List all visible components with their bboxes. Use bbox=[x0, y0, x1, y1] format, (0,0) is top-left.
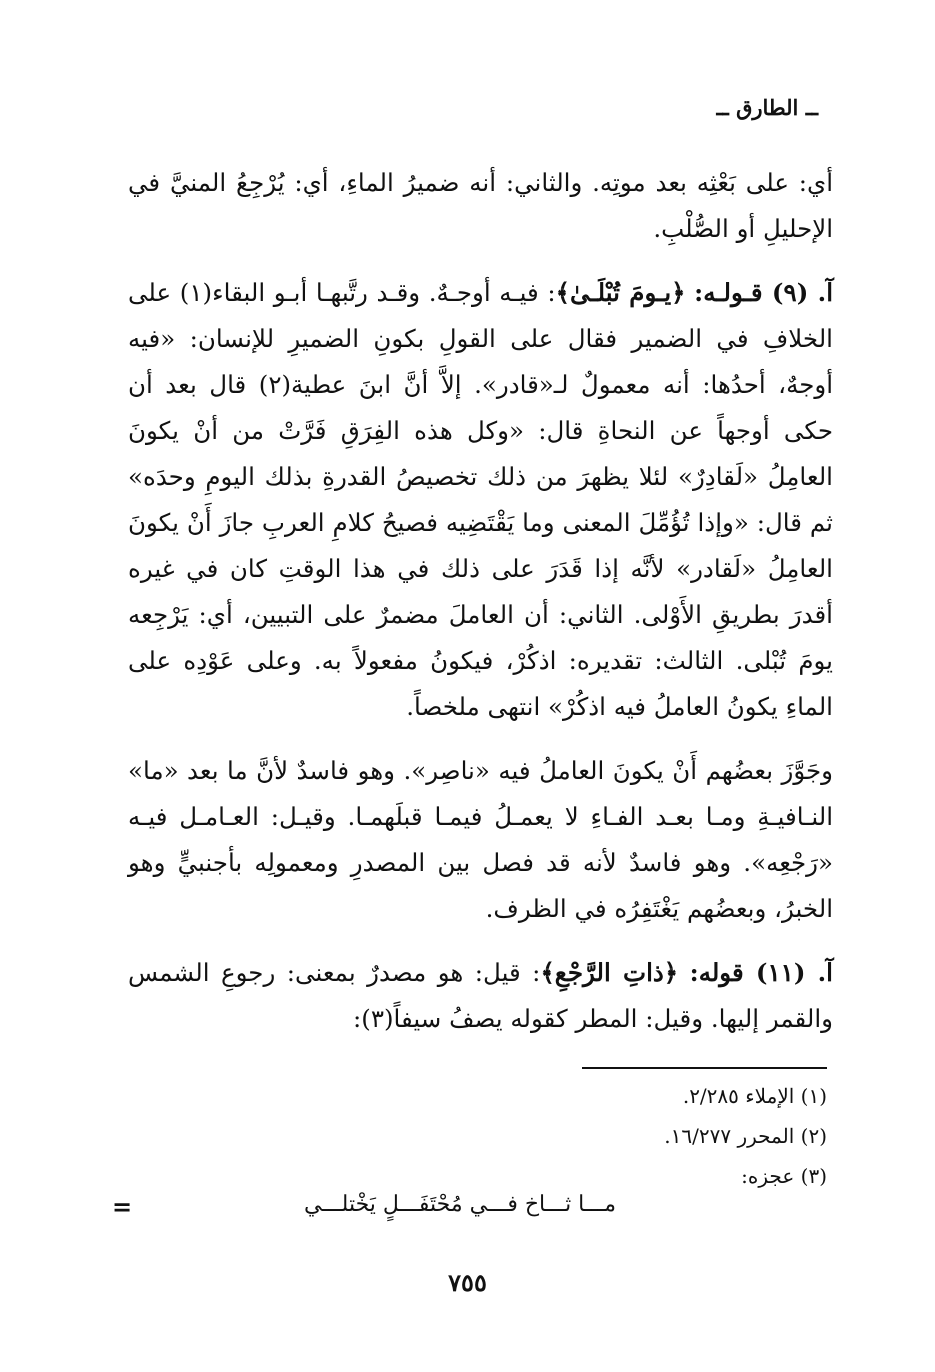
footnote-1: (١) الإملاء ٢/٢٨٥. bbox=[682, 1084, 827, 1108]
paragraph-text: وجَوَّزَ بعضُهم أَنْ يكونَ العاملُ فيه «ناصِر». وهو فاسدٌ لأنَّ ما بعد «ما» النـافيـةِ ومـا بعـد الفـاءِ لا يعمـلُ فيمـا قبلَهمـا. وقيـل: العـامـل فيـه «رَجْعِه». وهو فاسدٌ لأنه قد فصل بين المصدرِ ومعمولِه بأجنبيٍّ وهو الخبرُ، وبعضُهم يَغْتَفِرُه في الظرف. bbox=[128, 756, 833, 923]
paragraph-text: : قيل: هو مصدرٌ بمعنى: رجوعِ الشمس والقمر إليها. وقيل: المطر كقوله يصفُ سيفاً(٣): bbox=[128, 958, 833, 1033]
quran-verse: ﴿يـومَ تُبْلَـىٰ﴾ bbox=[555, 278, 686, 307]
section-label: آ. (٩) قـولـه: bbox=[694, 278, 834, 307]
page-number: ٧٥٥ bbox=[448, 1268, 487, 1297]
section-label: آ. (١١) قوله: bbox=[689, 958, 833, 987]
paragraph-1 bbox=[128, 160, 833, 252]
running-header: ــ الطارق ــ bbox=[716, 95, 818, 120]
footnote-3: (٣) عجزه: bbox=[741, 1164, 827, 1188]
paragraph-text: أي: على بَعْثِه بعد موتِه. والثاني: أنه ضميرُ الماءِ، أي: يُرْجِعُ المنيَّ في الإحليلِ أو الصُّلْبِ. bbox=[128, 168, 833, 243]
footnote-2: (٢) المحرر ١٦/٢٧٧. bbox=[664, 1124, 827, 1148]
poem-line: مـــا ثـــاخ فـــي مُحْتَفَـــلٍ يَخْتلـــي bbox=[303, 1192, 617, 1217]
paragraph-3 bbox=[128, 748, 833, 932]
main-text bbox=[128, 160, 833, 1060]
footnotes bbox=[127, 1076, 827, 1196]
paragraph-4 bbox=[128, 950, 833, 1042]
continuation-mark: = bbox=[112, 1192, 133, 1221]
quran-verse: ﴿ذاتِ الرَّجْعِ﴾ bbox=[540, 958, 679, 987]
paragraph-text: : فيـه أوجـهٌ. وقـد رتَّبهـا أبـو البقاء(١) على الخلافِ في الضمير فقال على القولِ بكونِ الضميرِ للإنسان: «فيه أوجهٌ، أحدُها: أنه معمولٌ لـ«قادر». إلاَّ أنَّ ابنَ عطية(٢) قال بعد أن حكى أوجهاً عن النحاةِ قال: «وكل هذه الفِرَقِ فَرَّتْ من أنْ يكونَ العامِلُ «لَقادِرٌ» لئلا يظهرَ من ذلك تخصيصُ القدرةِ بذلك اليومِ وحدَه» ثم قال: «وإذا تُؤُمِّلَ المعنى وما يَقْتَضِيه فصيحُ كلامِ العربِ جازَ أَنْ يكونَ العامِلُ «لَقادر» لأنَّه إذا قَدَرَ على ذلك في هذا الوقتِ كان في غيره أقدرَ بطريقِ الأَوْلى. الثاني: أن العاملَ مضمرٌ على التبيين، أي: يَرْجِعه يومَ تُبْلى. الثالث: تقديره: اذكُرْ، فيكونُ مفعولاً به. وعلى عَوْدِه على الماءِ يكونُ العاملُ فيه اذكُرْ» انتهى ملخصاً. bbox=[128, 278, 833, 721]
footnote-separator bbox=[582, 1067, 827, 1069]
paragraph-2 bbox=[128, 270, 833, 730]
